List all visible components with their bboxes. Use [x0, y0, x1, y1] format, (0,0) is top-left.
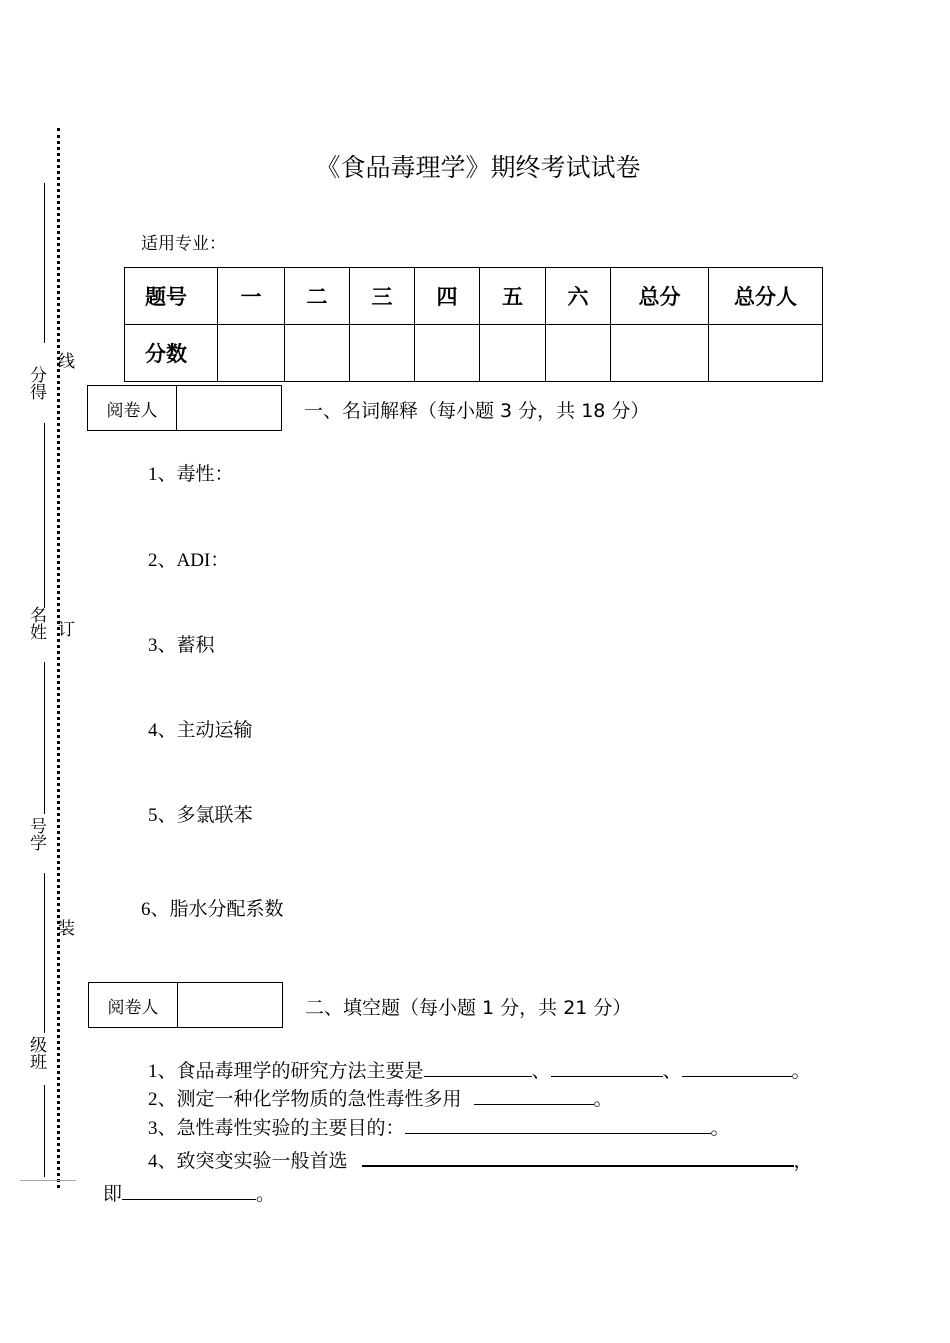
cell-q4: 四: [415, 268, 480, 325]
major-label: 适用专业：: [141, 234, 226, 253]
answer-blank[interactable]: [424, 1058, 532, 1077]
binding-label-staple: 订: [55, 620, 74, 637]
term-item: 1、毒性：: [148, 464, 234, 485]
score-input-q3[interactable]: [350, 325, 415, 382]
question-text: 2、测定一种化学物质的急性毒性多用: [148, 1089, 462, 1110]
fill-question-1: [148, 1056, 811, 1083]
margin-rule: [44, 183, 45, 343]
section2-heading: 二、填空题（每小题 1 分，共 21 分）: [305, 997, 632, 1019]
score-input-q1[interactable]: [218, 325, 285, 382]
margin-rule: [44, 1085, 45, 1177]
score-input-total[interactable]: [611, 325, 709, 382]
score-table: [124, 267, 823, 382]
punctuation: 。: [791, 1061, 811, 1082]
score-table-header-row: [125, 268, 823, 325]
question-text: 即: [103, 1184, 123, 1205]
reader-box-section1: [87, 385, 282, 431]
punctuation: ，: [793, 1151, 813, 1172]
score-input-q6[interactable]: [546, 325, 611, 382]
punctuation: 。: [710, 1118, 730, 1139]
score-input-q5[interactable]: [480, 325, 546, 382]
reader-box-section2: [88, 982, 283, 1028]
score-side-label: 分得: [27, 366, 46, 400]
reader-label: 阅卷人: [88, 386, 177, 431]
answer-blank[interactable]: [122, 1181, 256, 1200]
class-side-label: 级班: [27, 1036, 46, 1070]
score-table-score-row: [125, 325, 823, 382]
answer-blank[interactable]: [551, 1058, 663, 1077]
reader-signature-field[interactable]: [178, 983, 283, 1028]
binding-label-line: 线: [55, 352, 74, 369]
margin-tick: [20, 1180, 76, 1181]
separator: 、: [662, 1061, 682, 1082]
punctuation: 。: [593, 1089, 613, 1110]
margin-rule: [44, 662, 45, 814]
punctuation: 。: [256, 1184, 276, 1205]
section1-heading: 一、名词解释（每小题 3 分，共 18 分）: [304, 400, 650, 422]
fill-question-2: [148, 1084, 613, 1111]
cell-total-grader: 总分人: [709, 268, 823, 325]
answer-blank[interactable]: [474, 1086, 594, 1105]
score-input-total-grader[interactable]: [709, 325, 823, 382]
question-text: 3、急性毒性实验的主要目的：: [148, 1118, 405, 1139]
answer-blank[interactable]: [405, 1115, 711, 1134]
margin-rule: [44, 873, 45, 1033]
name-side-label: 名姓: [27, 606, 46, 640]
binding-label-bind: 装: [55, 919, 74, 936]
reader-signature-field[interactable]: [177, 386, 282, 431]
reader-label: 阅卷人: [89, 983, 178, 1028]
student-id-side-label: 号学: [27, 817, 46, 851]
fill-question-4: [148, 1146, 813, 1173]
score-input-q4[interactable]: [415, 325, 480, 382]
score-input-q2[interactable]: [285, 325, 350, 382]
term-item: 3、蓄积: [148, 635, 215, 656]
term-item: 2、ADI：: [148, 550, 230, 571]
cell-q1: 一: [218, 268, 285, 325]
cell-q6: 六: [546, 268, 611, 325]
question-text: 1、食品毒理学的研究方法主要是: [148, 1061, 424, 1082]
answer-blank[interactable]: [362, 1147, 794, 1167]
margin-rule: [44, 423, 45, 608]
cell-q5: 五: [480, 268, 546, 325]
term-item: 6、脂水分配系数: [141, 899, 284, 920]
question-text: 4、致突变实验一般首选: [148, 1151, 348, 1172]
fill-question-3: [148, 1113, 730, 1140]
fill-question-4-continued: [103, 1179, 275, 1206]
separator: 、: [531, 1061, 551, 1082]
cell-total: 总分: [611, 268, 709, 325]
binding-dotted-line: [57, 128, 60, 1188]
term-item: 5、多氯联苯: [148, 805, 253, 826]
cell-question-number-label: 题号: [125, 268, 218, 325]
term-item: 4、主动运输: [148, 720, 253, 741]
answer-blank[interactable]: [682, 1058, 792, 1077]
cell-q3: 三: [350, 268, 415, 325]
cell-score-label: 分数: [125, 325, 218, 382]
page-title: 《食品毒理学》期终考试试卷: [315, 153, 641, 182]
cell-q2: 二: [285, 268, 350, 325]
